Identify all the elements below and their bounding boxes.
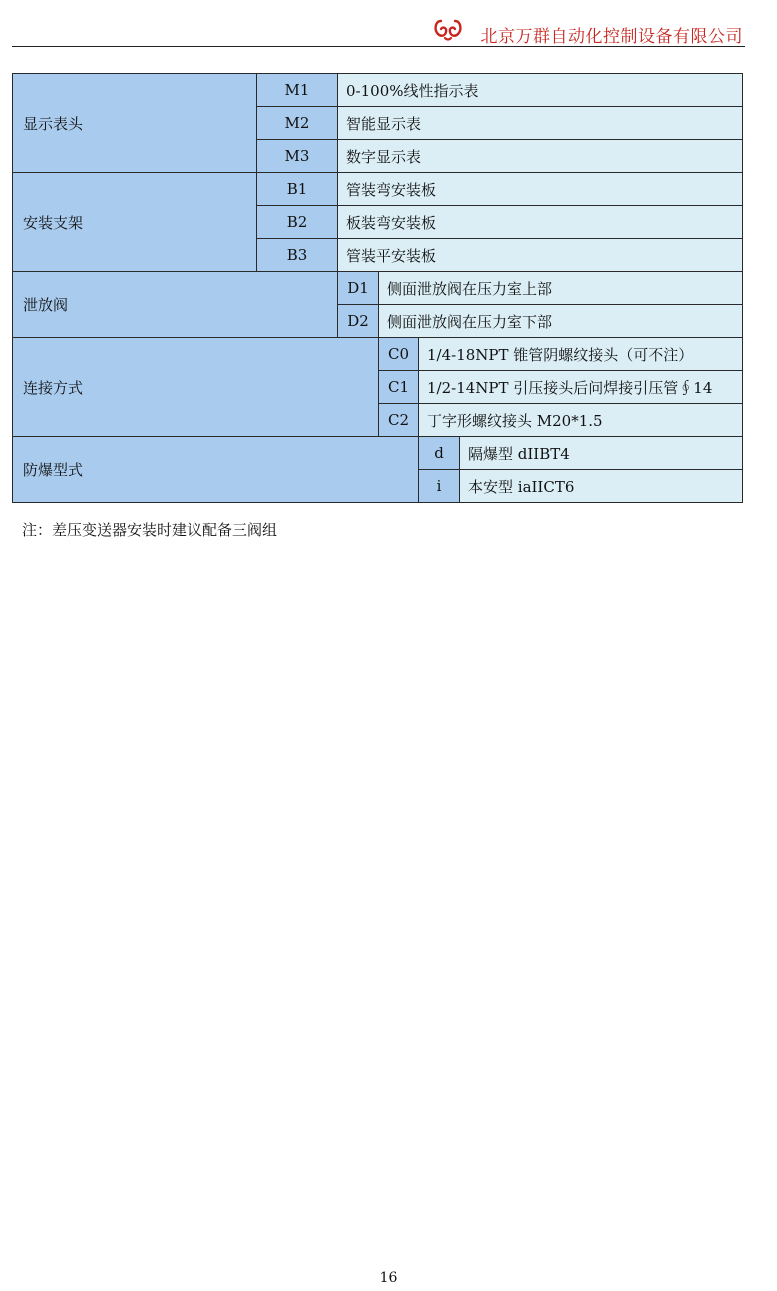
installation-note: 注：差压变送器安装时建议配备三阀组 [22, 521, 278, 539]
option-code: M1 [257, 74, 338, 107]
option-desc: 1/2-14NPT 引压接头后问焊接引压管∮14 [419, 371, 743, 404]
category-explosion-proof: 防爆型式 [13, 437, 419, 503]
option-desc: 智能显示表 [338, 107, 743, 140]
company-logo-icon [433, 18, 463, 42]
category-display-head: 显示表头 [13, 74, 257, 173]
option-desc: 管装平安装板 [338, 239, 743, 272]
table-row [13, 437, 743, 470]
option-code: B2 [257, 206, 338, 239]
category-connection: 连接方式 [13, 338, 379, 437]
option-code: M2 [257, 107, 338, 140]
category-drain-valve: 泄放阀 [13, 272, 338, 338]
option-code: C2 [379, 404, 419, 437]
option-desc: 隔爆型 dIIBT4 [460, 437, 743, 470]
page-header [12, 16, 745, 47]
option-code: D2 [338, 305, 379, 338]
option-code: C0 [379, 338, 419, 371]
table-row [13, 173, 743, 206]
option-code: C1 [379, 371, 419, 404]
option-code: B3 [257, 239, 338, 272]
option-code: D1 [338, 272, 379, 305]
option-desc: 侧面泄放阀在压力室下部 [379, 305, 743, 338]
option-desc: 1/4-18NPT 锥管阴螺纹接头（可不注） [419, 338, 743, 371]
option-code: i [419, 470, 460, 503]
table-row [13, 74, 743, 107]
option-desc: 0-100%线性指示表 [338, 74, 743, 107]
option-desc: 本安型 iaIICT6 [460, 470, 743, 503]
option-desc: 侧面泄放阀在压力室上部 [379, 272, 743, 305]
option-code: B1 [257, 173, 338, 206]
page-number: 16 [379, 1270, 398, 1286]
table-row [13, 272, 743, 305]
company-name: 北京万群自动化控制设备有限公司 [480, 27, 743, 47]
spec-table [12, 73, 743, 503]
table-row [13, 338, 743, 371]
option-code: M3 [257, 140, 338, 173]
option-desc: 管装弯安装板 [338, 173, 743, 206]
option-desc: 丁字形螺纹接头 M20*1.5 [419, 404, 743, 437]
option-desc: 数字显示表 [338, 140, 743, 173]
option-desc: 板装弯安装板 [338, 206, 743, 239]
option-code: d [419, 437, 460, 470]
category-mount-bracket: 安装支架 [13, 173, 257, 272]
